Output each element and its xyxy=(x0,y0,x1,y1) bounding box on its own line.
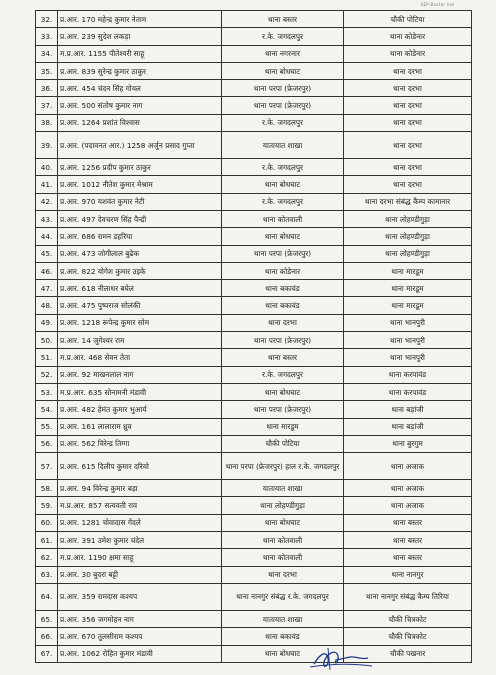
row-number: 49. xyxy=(36,314,58,331)
table-row xyxy=(36,193,472,210)
row-number: 44. xyxy=(36,228,58,245)
row-number: 63. xyxy=(36,566,58,583)
table-row xyxy=(36,132,472,159)
table-row xyxy=(36,610,472,627)
row-number: 41. xyxy=(36,176,58,193)
employee-name: प्र.आर. 170 महेन्द्र कुमार नेताम xyxy=(58,11,222,28)
to-posting: थाना कोडेनार xyxy=(344,45,472,62)
employee-name: प्र.आर. 618 नीलाधर बघेल xyxy=(58,280,222,297)
employee-name: प्र.आर. 500 संतोष कुमार नाग xyxy=(58,97,222,114)
table-row xyxy=(36,176,472,193)
from-posting: थाना बस्तर xyxy=(222,11,344,28)
row-number: 52. xyxy=(36,366,58,383)
from-posting: र.के. जगदलपुर xyxy=(222,159,344,176)
to-posting: थाना लोहण्डीगुड़ा xyxy=(344,228,472,245)
to-posting: थाना दरभा xyxy=(344,176,472,193)
from-posting: थाना कोतवाली xyxy=(222,210,344,227)
to-posting: थाना बुरगुम xyxy=(344,435,472,452)
to-posting: थाना मारडूम xyxy=(344,297,472,314)
to-posting: चौकी पखनार xyxy=(344,645,472,662)
from-posting: र.के. जगदलपुर xyxy=(222,193,344,210)
row-number: 45. xyxy=(36,245,58,262)
to-posting: थाना बस्तर xyxy=(344,514,472,531)
to-posting: थाना दरभा संबंद्ध कैम्प कामानार xyxy=(344,193,472,210)
from-posting: थाना बोधघाट xyxy=(222,645,344,662)
table-row xyxy=(36,401,472,418)
employee-name: प्र.आर. 562 विरेन्द्र तिग्गा xyxy=(58,435,222,452)
table-row xyxy=(36,262,472,279)
row-number: 47. xyxy=(36,280,58,297)
employee-name: प्र.आर. 475 पुष्पराज सोलंकी xyxy=(58,297,222,314)
from-posting: थाना परपा (फ्रेजरपुर) हाल र.के. जगदलपुर xyxy=(222,453,344,480)
from-posting: थाना कोतवाली xyxy=(222,549,344,566)
to-posting: चौकी पोटिया xyxy=(344,11,472,28)
employee-name: प्र.आर. 359 रामदास कश्यप xyxy=(58,583,222,610)
from-posting: यातायात शाखा xyxy=(222,132,344,159)
from-posting: थाना परपा (फ्रेजरपुर) xyxy=(222,80,344,97)
from-posting: चौकी पोटिया xyxy=(222,435,344,452)
row-number: 48. xyxy=(36,297,58,314)
from-posting: र.के. जगदलपुर xyxy=(222,28,344,45)
table-row xyxy=(36,228,472,245)
from-posting: थाना मारडूम xyxy=(222,418,344,435)
row-number: 32. xyxy=(36,11,58,28)
row-number: 50. xyxy=(36,332,58,349)
row-number: 58. xyxy=(36,480,58,497)
to-posting: थाना भानपुरी xyxy=(344,349,472,366)
to-posting: थाना मारडूम xyxy=(344,262,472,279)
to-posting: थाना दरभा xyxy=(344,159,472,176)
signature xyxy=(306,640,376,675)
table-row xyxy=(36,314,472,331)
employee-name: प्र.आर. 497 देवचरण सिंह पैन्द्री xyxy=(58,210,222,227)
to-posting: थाना लोहण्डीगुड़ा xyxy=(344,210,472,227)
row-number: 33. xyxy=(36,28,58,45)
employee-name: प्र.आर. 1281 चोवादास गेंदले xyxy=(58,514,222,531)
row-number: 35. xyxy=(36,62,58,79)
from-posting: थाना बकावंड xyxy=(222,628,344,645)
row-number: 53. xyxy=(36,383,58,400)
table-row xyxy=(36,418,472,435)
table-row xyxy=(36,45,472,62)
row-number: 37. xyxy=(36,97,58,114)
table-row xyxy=(36,566,472,583)
employee-name: प्र.आर. 615 दिलीप कुमार दरियो xyxy=(58,453,222,480)
employee-name: प्र.आर. 482 हेमंत कुमार भुआर्य xyxy=(58,401,222,418)
from-posting: थाना परपा (फ्रेजरपुर) xyxy=(222,245,344,262)
employee-name: प्र.आर. 1264 प्रशांत विश्वास xyxy=(58,114,222,131)
employee-name: प्र.आर. 970 यशवंत कुमार नेटी xyxy=(58,193,222,210)
from-posting: थाना दरभा xyxy=(222,314,344,331)
table-row xyxy=(36,28,472,45)
from-posting: थाना नगरनार xyxy=(222,45,344,62)
from-posting: यातायात शाखा xyxy=(222,610,344,627)
to-posting: थाना भानपुरी xyxy=(344,332,472,349)
from-posting: र.के. जगदलपुर xyxy=(222,114,344,131)
employee-name: प्र.आर. 686 रामन डहरिया xyxy=(58,228,222,245)
row-number: 65. xyxy=(36,610,58,627)
employee-name: प्र.आर. 1256 प्रदीप कुमार ठाकुर xyxy=(58,159,222,176)
from-posting: थाना परपा (फ्रेजरपुर) xyxy=(222,401,344,418)
to-posting: थाना करपावंड xyxy=(344,383,472,400)
table-row xyxy=(36,280,472,297)
table-row xyxy=(36,159,472,176)
table-row xyxy=(36,435,472,452)
row-number: 66. xyxy=(36,628,58,645)
employee-name: म.प्र.आर. 1190 क्षमा साहू xyxy=(58,549,222,566)
table-row xyxy=(36,62,472,79)
employee-name: प्र.आर. 1218 रूपेन्द्र कुमार सोम xyxy=(58,314,222,331)
from-posting: थाना बकावंड xyxy=(222,297,344,314)
table-row xyxy=(36,245,472,262)
to-posting: थाना अजाक xyxy=(344,497,472,514)
table-row xyxy=(36,453,472,480)
from-posting: थाना बस्तर xyxy=(222,349,344,366)
row-number: 43. xyxy=(36,210,58,227)
row-number: 54. xyxy=(36,401,58,418)
employee-name: प्र.आर. 454 चंदन सिंह गोयल xyxy=(58,80,222,97)
employee-name: म.प्र.आर. 1155 पीतेश्वरी साहू xyxy=(58,45,222,62)
from-posting: थाना बोधघाट xyxy=(222,514,344,531)
table-row xyxy=(36,480,472,497)
to-posting: थाना दरभा xyxy=(344,62,472,79)
row-number: 64. xyxy=(36,583,58,610)
to-posting: थाना भानपुरी xyxy=(344,314,472,331)
to-posting: थाना कोडेनार xyxy=(344,28,472,45)
employee-name: प्र.आर. 94 विरेन्द्र कुमार बड़ा xyxy=(58,480,222,497)
to-posting: थाना बस्तर xyxy=(344,549,472,566)
row-number: 39. xyxy=(36,132,58,159)
from-posting: थाना परपा (फ्रेजरपुर) xyxy=(222,332,344,349)
row-number: 38. xyxy=(36,114,58,131)
employee-name: प्र.आर. 92 माखनलाल नाग xyxy=(58,366,222,383)
employee-name: प्र.आर. 391 उमेश कुमार चंदेल xyxy=(58,532,222,549)
table-row xyxy=(36,366,472,383)
table-row xyxy=(36,583,472,610)
employee-name: प्र.आर. 30 बुदरा बट्टी xyxy=(58,566,222,583)
table-row xyxy=(36,532,472,549)
row-number: 40. xyxy=(36,159,58,176)
employee-name: प्र.आर. 161 लालाराम ध्रुव xyxy=(58,418,222,435)
row-number: 55. xyxy=(36,418,58,435)
to-posting: थाना दरभा xyxy=(344,80,472,97)
table-row xyxy=(36,549,472,566)
row-number: 61. xyxy=(36,532,58,549)
header-note: SEP-Bastar Ind xyxy=(420,2,454,7)
to-posting: थाना दरभा xyxy=(344,132,472,159)
table-row xyxy=(36,297,472,314)
to-posting: थाना बस्तर xyxy=(344,532,472,549)
to-posting: थाना बड़ांजी xyxy=(344,418,472,435)
employee-name: प्र.आर. 239 सुदेश लकड़ा xyxy=(58,28,222,45)
to-posting: थाना करपावंड xyxy=(344,366,472,383)
row-number: 67. xyxy=(36,645,58,662)
to-posting: थाना मारडूम xyxy=(344,280,472,297)
from-posting: थाना लोहण्डीगुड़ा xyxy=(222,497,344,514)
row-number: 42. xyxy=(36,193,58,210)
row-number: 57. xyxy=(36,453,58,480)
from-posting: थाना बकावंड xyxy=(222,280,344,297)
from-posting: र.के. जगदलपुर xyxy=(222,366,344,383)
employee-name: म.प्र.आर. 468 सेवन तेता xyxy=(58,349,222,366)
to-posting: थाना अजाक xyxy=(344,480,472,497)
row-number: 62. xyxy=(36,549,58,566)
employee-name: प्र.आर. 473 जोगीलाल बुढेक xyxy=(58,245,222,262)
to-posting: थाना बड़ांजी xyxy=(344,401,472,418)
row-number: 36. xyxy=(36,80,58,97)
from-posting: थाना दरभा xyxy=(222,566,344,583)
table-row xyxy=(36,114,472,131)
from-posting: यातायात शाखा xyxy=(222,480,344,497)
employee-name: प्र.आर. 839 सुरेन्द्र कुमार ठाकुर xyxy=(58,62,222,79)
from-posting: थाना कोतवाली xyxy=(222,532,344,549)
to-posting: थाना नानगुर संबंद्ध कैम्प तिरिया xyxy=(344,583,472,610)
row-number: 51. xyxy=(36,349,58,366)
table-row xyxy=(36,514,472,531)
from-posting: थाना कोडेनार xyxy=(222,262,344,279)
table-row xyxy=(36,332,472,349)
employee-name: प्र.आर. 822 योगेश कुमार उइके xyxy=(58,262,222,279)
to-posting: चौकी चित्रकोट xyxy=(344,628,472,645)
table-row xyxy=(36,11,472,28)
employee-name: प्र.आर. 1012 नीतेश कुमार मेश्राम xyxy=(58,176,222,193)
table-row xyxy=(36,80,472,97)
employee-name: म.प्र.आर. 635 सोनामनी मंडावी xyxy=(58,383,222,400)
from-posting: थाना बोधघाट xyxy=(222,228,344,245)
table-row xyxy=(36,645,472,662)
to-posting: थाना दरभा xyxy=(344,114,472,131)
row-number: 46. xyxy=(36,262,58,279)
table-row xyxy=(36,97,472,114)
employee-name: प्र.आर. (पदावनत आर.) 1258 अर्जुन प्रसाद गुप्ता xyxy=(58,132,222,159)
row-number: 60. xyxy=(36,514,58,531)
row-number: 59. xyxy=(36,497,58,514)
employee-name: प्र.आर. 14 जुगेश्वर राम xyxy=(58,332,222,349)
transfer-table xyxy=(35,10,472,663)
table-row xyxy=(36,210,472,227)
to-posting: थाना दरभा xyxy=(344,97,472,114)
from-posting: थाना बोधघाट xyxy=(222,176,344,193)
employee-name: प्र.आर. 1062 रोहित कुमार मंडावी xyxy=(58,645,222,662)
table-row xyxy=(36,497,472,514)
from-posting: थाना नानगुर संबंद्ध र.के. जगदलपुर xyxy=(222,583,344,610)
table-row xyxy=(36,383,472,400)
employee-name: म.प्र.आर. 857 सत्यवती राव xyxy=(58,497,222,514)
to-posting: थाना अजाक xyxy=(344,453,472,480)
row-number: 56. xyxy=(36,435,58,452)
to-posting: थाना नानगुर xyxy=(344,566,472,583)
employee-name: प्र.आर. 670 तुलसीराम कश्यप xyxy=(58,628,222,645)
to-posting: थाना लोहण्डीगुड़ा xyxy=(344,245,472,262)
table-row xyxy=(36,349,472,366)
to-posting: चौकी चित्रकोट xyxy=(344,610,472,627)
from-posting: थाना बोधघाट xyxy=(222,62,344,79)
employee-name: प्र.आर. 356 जगमोहन नाग xyxy=(58,610,222,627)
row-number: 34. xyxy=(36,45,58,62)
from-posting: थाना बोधघाट xyxy=(222,383,344,400)
from-posting: थाना परपा (फ्रेजरपुर) xyxy=(222,97,344,114)
table-row xyxy=(36,628,472,645)
